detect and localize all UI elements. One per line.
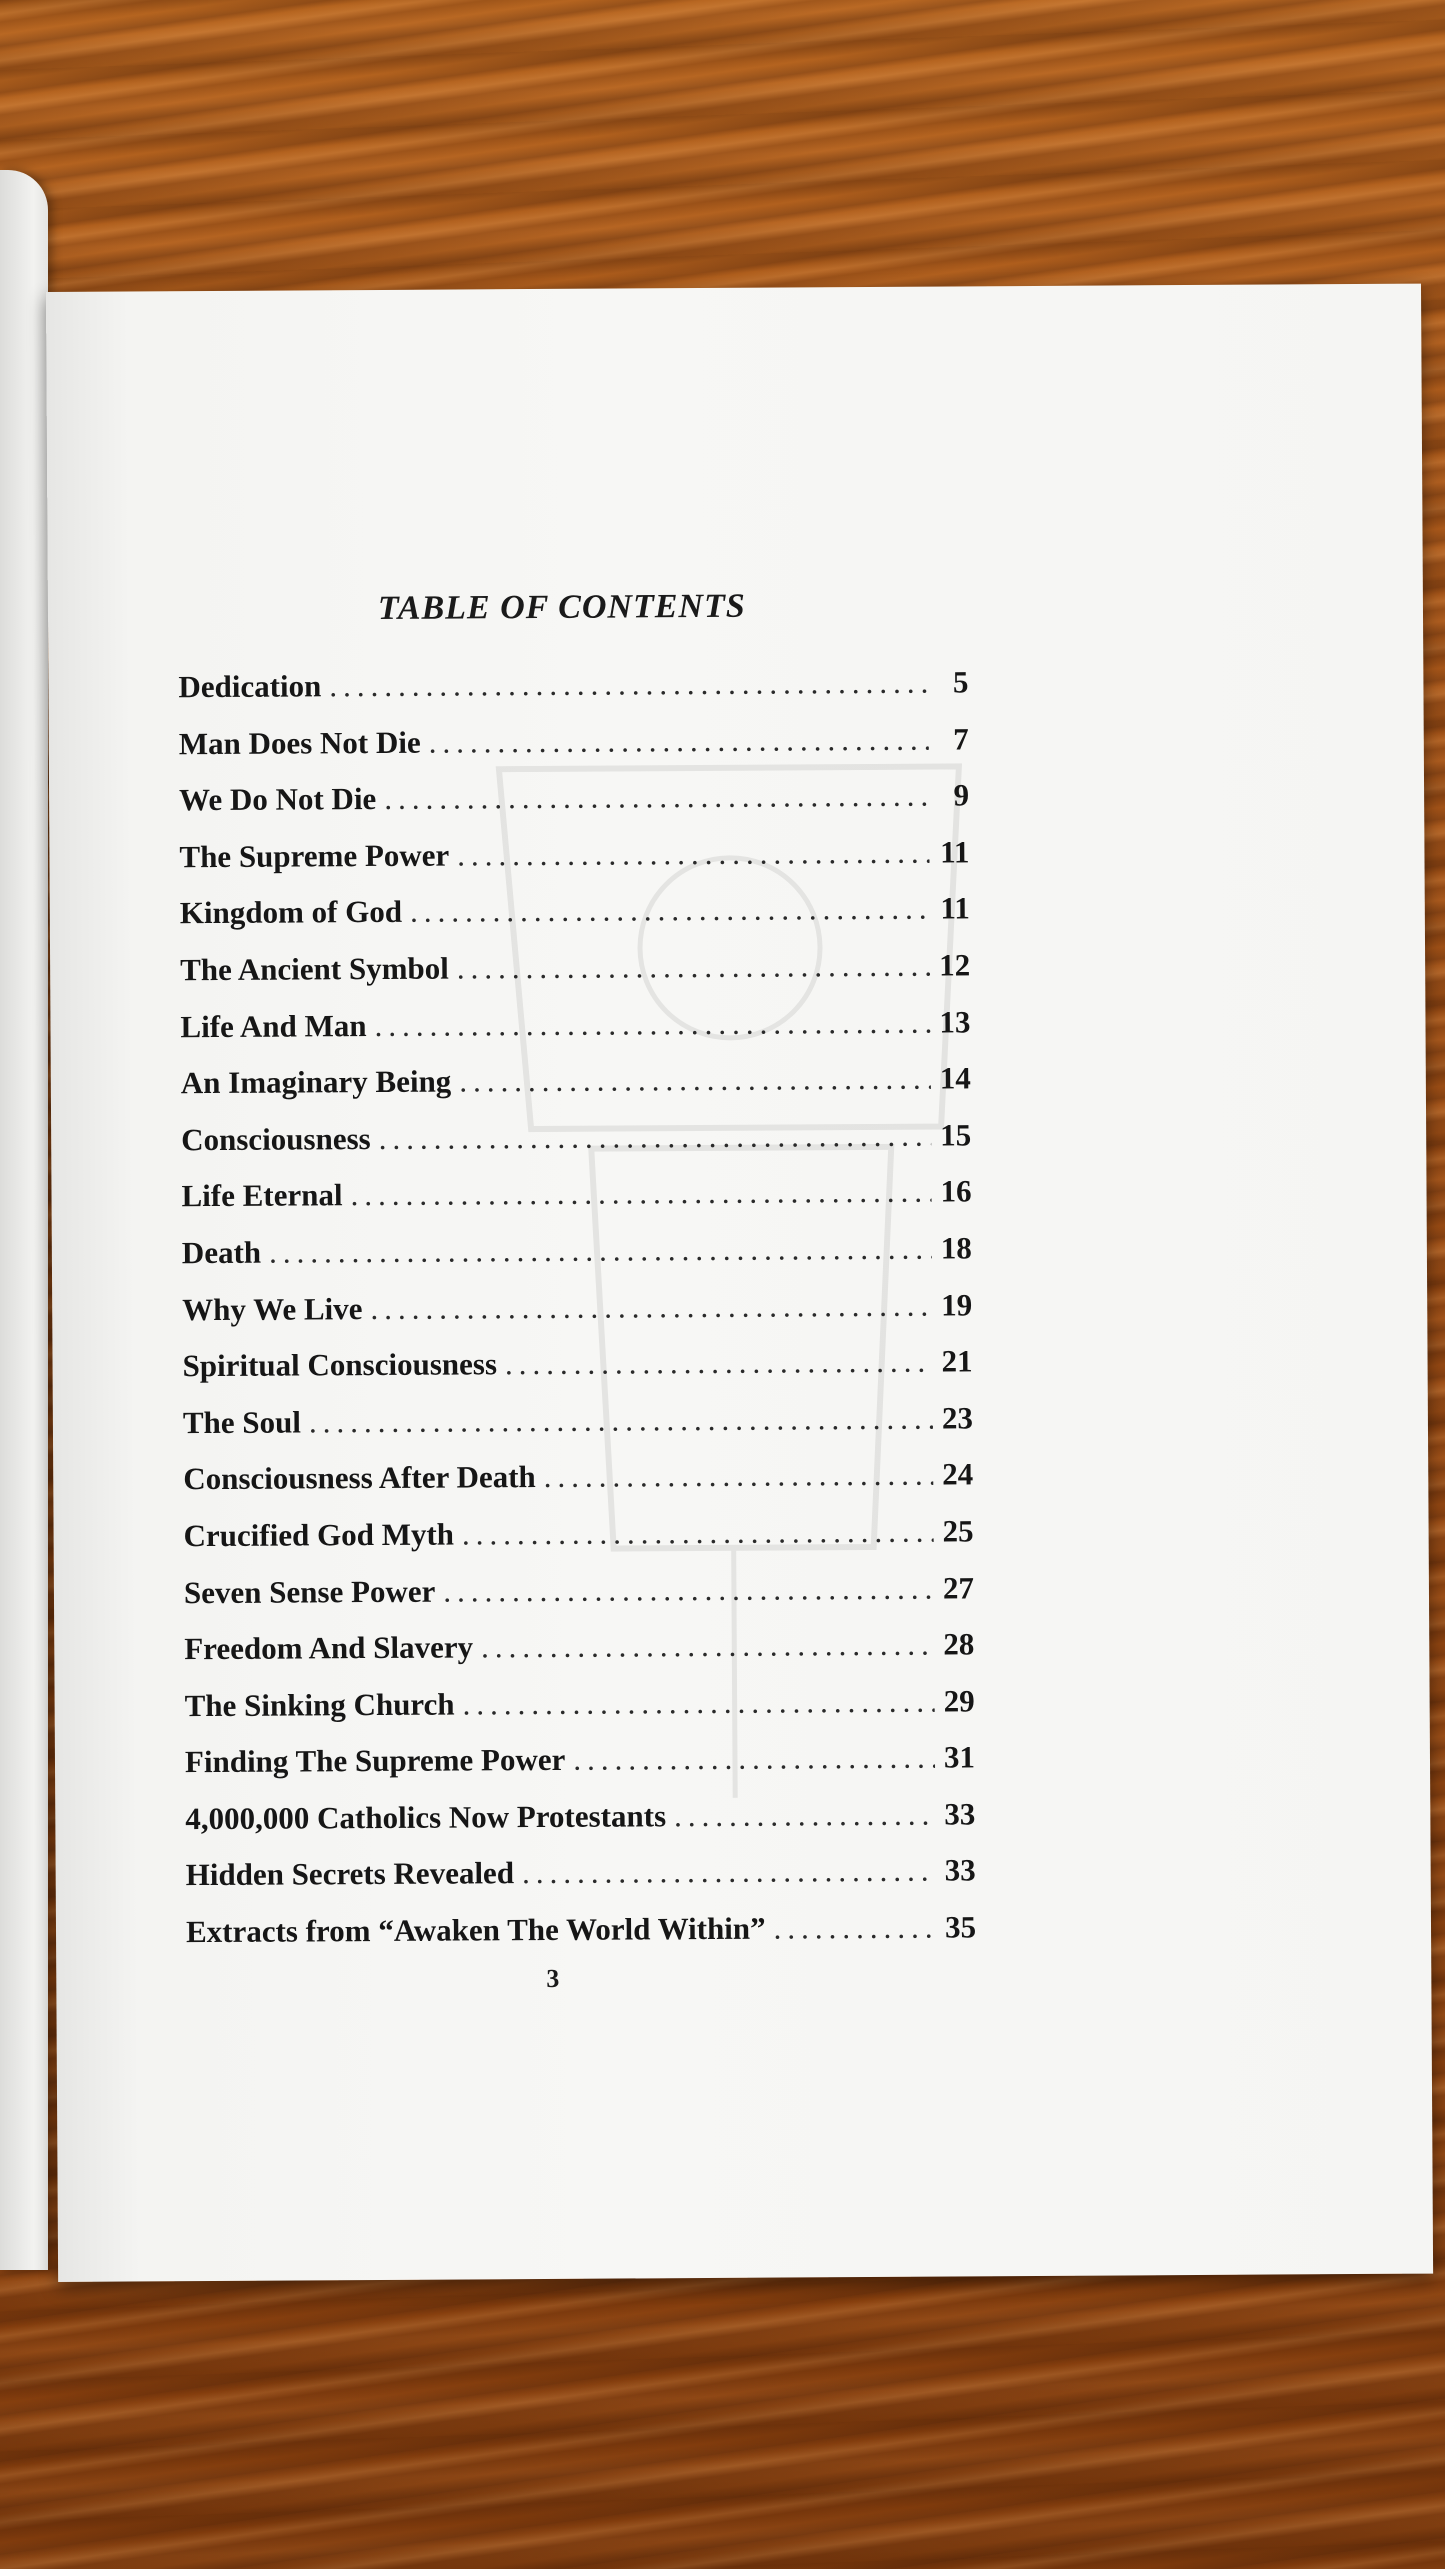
dot-leader [384,778,929,817]
toc-entry-page: 24 [942,1456,974,1492]
toc-entry [180,891,970,952]
dot-leader [462,1683,934,1722]
toc-entry [185,1740,975,1801]
toc-list [178,664,976,1970]
toc-entry-label: Life And Man [180,1007,367,1044]
toc-entry [186,1853,976,1914]
toc-entry [185,1683,975,1744]
toc-entry-page: 33 [944,1852,976,1889]
toc-entry [182,1230,972,1291]
dot-leader [374,1004,930,1043]
toc-entry [181,1117,971,1178]
toc-entry-page: 7 [953,720,969,757]
toc-entry-page: 35 [944,1909,977,1945]
book-page [46,284,1433,2282]
toc-entry-page: 15 [940,1117,972,1153]
page-title: TABLE OF CONTENTS [377,587,746,627]
toc-entry-page: 25 [942,1513,974,1549]
toc-entry-label: Why We Live [182,1290,363,1327]
dot-leader [459,1061,931,1100]
toc-entry-label: An Imaginary Being [180,1063,452,1101]
dot-leader [269,1231,932,1271]
toc-entry [184,1570,974,1631]
toc-entry-page: 11 [940,834,970,870]
toc-entry-page: 21 [941,1343,973,1379]
toc-entry-label: Crucified God Myth [183,1516,455,1554]
toc-entry [179,721,969,782]
toc-entry-label: Hidden Secrets Revealed [185,1855,515,1893]
dot-leader [309,1400,933,1440]
dot-leader [429,721,929,760]
dot-leader [410,891,930,930]
toc-entry [186,1909,976,1970]
toc-entry-label: Consciousness [181,1120,371,1157]
toc-entry-label: Kingdom of God [179,894,403,931]
toc-entry [179,778,969,839]
toc-entry-label: The Soul [182,1404,302,1440]
dot-leader [505,1344,933,1383]
dot-leader [773,1910,936,1947]
dot-leader [370,1287,932,1326]
toc-entry-page: 14 [939,1060,971,1096]
toc-entry [182,1343,972,1404]
dot-leader [379,1117,932,1156]
toc-entry-label: Extracts from “Awaken The World Within” [185,1910,766,1950]
dot-leader [457,834,929,873]
toc-entry-page: 19 [941,1286,973,1323]
toc-entry-label: Finding The Supreme Power [184,1742,566,1780]
dot-leader [457,948,930,987]
toc-entry [182,1287,972,1348]
toc-entry-label: Death [181,1234,262,1271]
toc-entry-page: 29 [943,1683,975,1719]
dot-leader [350,1174,931,1214]
dot-leader [573,1740,935,1778]
toc-entry-page: 12 [939,947,971,983]
toc-entry [181,1061,971,1122]
toc-entry-label: The Sinking Church [184,1686,455,1723]
toc-entry-label: Spiritual Consciousness [182,1346,498,1384]
toc-entry-label: Life Eternal [181,1177,343,1214]
dot-leader [443,1570,934,1609]
toc-entry-label: Freedom And Slavery [184,1629,474,1667]
toc-entry [185,1796,975,1857]
toc-entry [179,834,969,895]
dot-leader [462,1514,934,1553]
toc-entry-label: 4,000,000 Catholics Now Protestants [185,1798,667,1837]
toc-entry [183,1400,973,1461]
toc-entry-page: 18 [940,1230,972,1266]
toc-entry-label: We Do Not Die [178,781,377,818]
toc-entry-label: The Ancient Symbol [180,950,449,988]
toc-entry [178,664,968,725]
toc-entry [184,1626,974,1687]
toc-entry-page: 33 [944,1796,976,1832]
toc-entry-page: 11 [940,890,970,926]
dot-leader [522,1853,936,1892]
page-number: 3 [546,1963,560,1993]
dot-leader [674,1796,935,1834]
toc-entry-page: 28 [943,1626,975,1662]
toc-entry-page: 23 [941,1400,973,1436]
toc-entry-label: Consciousness After Death [183,1459,536,1497]
toc-entry-label: The Supreme Power [179,837,450,874]
dot-leader [329,665,928,705]
toc-entry-page: 5 [952,664,969,700]
toc-entry [181,1174,971,1235]
toc-entry [183,1457,973,1518]
toc-entry-label: Man Does Not Die [178,724,421,761]
toc-entry [183,1513,973,1574]
toc-entry-page: 9 [953,777,970,813]
facing-page-edge [0,170,48,2270]
toc-entry-page: 13 [939,1003,971,1040]
toc-entry [180,947,970,1008]
dot-leader [544,1457,934,1495]
toc-entry-page: 16 [940,1173,972,1209]
toc-entry [180,1004,970,1065]
toc-entry-label: Dedication [178,668,322,705]
toc-entry-label: Seven Sense Power [183,1573,436,1610]
toc-entry-page: 27 [942,1569,975,1606]
dot-leader [481,1627,934,1666]
toc-entry-page: 31 [943,1739,976,1775]
